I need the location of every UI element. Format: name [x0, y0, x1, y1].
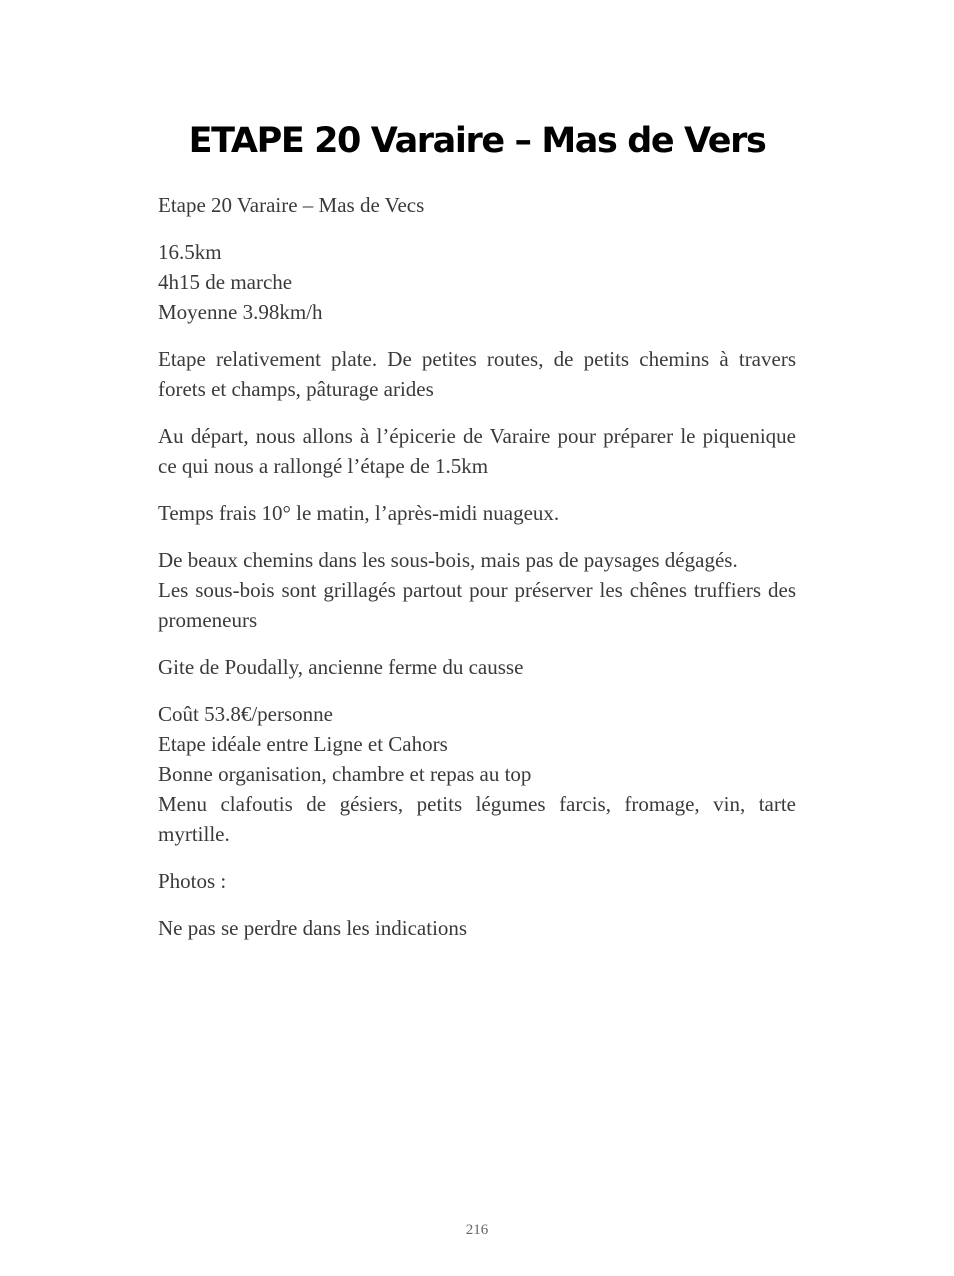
photos-label: Photos : [158, 869, 227, 893]
average-speed-text: Moyenne 3.98km/h [158, 300, 323, 324]
paragraph-subtitle [158, 190, 796, 220]
paragraph-paths [158, 545, 796, 635]
paragraph-line: De beaux chemins dans les sous-bois, mais pas de paysages dégagés. [158, 548, 738, 572]
paragraph-note [158, 913, 796, 943]
paragraph-line: Etape idéale entre Ligne et Cahors [158, 732, 448, 756]
paragraph-line: Ne pas se perdre dans les indications [158, 916, 468, 940]
paragraph-weather [158, 498, 796, 528]
paragraph-line: Etape 20 Varaire – Mas de Vecs [158, 193, 425, 217]
page-number: 216 [465, 1222, 489, 1238]
paragraph-line: Au départ, nous allons à l’épicerie de Varaire pour préparer le piquenique ce qui nous a rallongé l’étape de 1.5km [158, 424, 796, 478]
paragraph-line: Temps frais 10° le matin, l’après-midi nuageux. [158, 501, 560, 525]
duration-text: 4h15 de marche [158, 270, 293, 294]
paragraph-line: Les sous-bois sont grillagés partout pour préserver les chênes truffiers des promeneurs [158, 578, 796, 632]
paragraph-line: Bonne organisation, chambre et repas au top [158, 762, 532, 786]
paragraph-lodging [158, 652, 796, 682]
paragraph-departure [158, 421, 796, 481]
paragraph-terrain [158, 344, 796, 404]
paragraph-line: Gite de Poudally, ancienne ferme du causse [158, 655, 524, 679]
document-body [158, 190, 796, 960]
paragraph-cost [158, 699, 796, 849]
paragraph-stats [158, 237, 796, 327]
distance-text: 16.5km [158, 240, 222, 264]
page-title: ETAPE 20 Varaire – Mas de Vers [188, 121, 766, 161]
cost-text: Coût 53.8€/personne [158, 702, 333, 726]
paragraph-line: Etape relativement plate. De petites routes, de petits chemins à travers forets et champs, pâturage arides [158, 347, 796, 401]
paragraph-photos [158, 866, 796, 896]
menu-text: Menu clafoutis de gésiers, petits légumes farcis, fromage, vin, tarte myrtille. [158, 792, 796, 846]
